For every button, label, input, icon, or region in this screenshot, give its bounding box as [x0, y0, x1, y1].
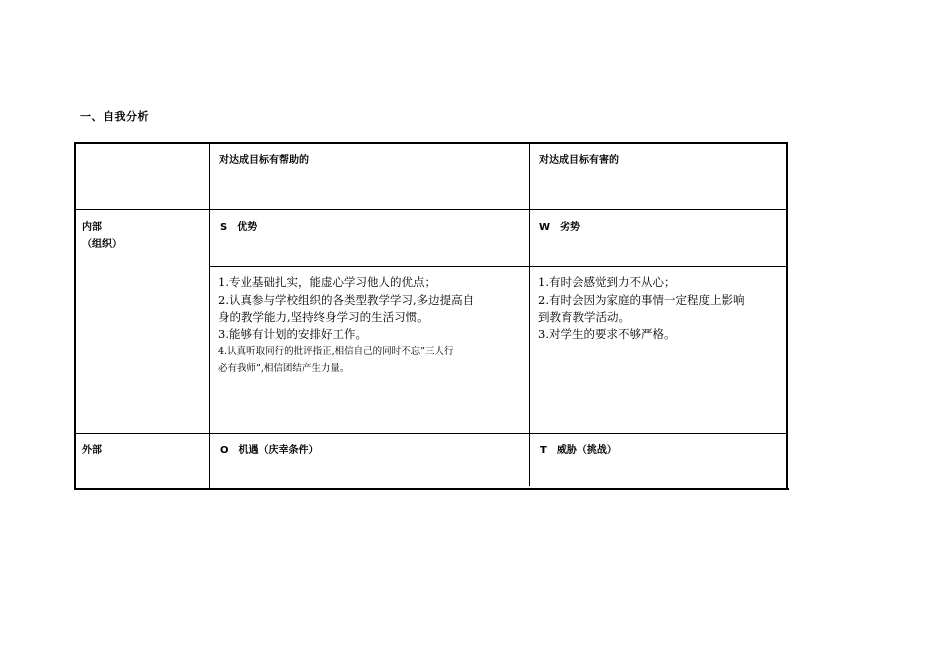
list-item: 3.能够有计划的安排好工作。 [218, 327, 367, 341]
list-item: 3.对学生的要求不够严格。 [538, 327, 676, 341]
strengths-title: S 优势 [220, 222, 258, 233]
row-divider-2 [209, 266, 787, 267]
header-helpful: 对达成目标有帮助的 [219, 155, 309, 166]
section-title: 一、自我分析 [80, 110, 149, 123]
internal-sublabel: （组织） [82, 239, 122, 250]
external-label: 外部 [82, 445, 102, 456]
table-border-top [74, 142, 788, 144]
row-divider-3 [75, 433, 787, 434]
opportunities-title: O 机遇（庆幸条件） [220, 445, 319, 456]
internal-label: 内部 [82, 222, 102, 233]
list-item: 1.有时会感觉到力不从心； [538, 275, 676, 289]
row-divider-1 [75, 209, 787, 210]
list-item: 身的教学能力,坚持终身学习的生活习惯。 [218, 310, 429, 324]
threats-title: T 威胁（挑战） [540, 445, 617, 456]
list-item: 1.专业基础扎实，能虚心学习他人的优点； [218, 275, 436, 289]
col-divider-1 [209, 143, 210, 490]
header-harmful: 对达成目标有害的 [539, 155, 619, 166]
list-item: 2.认真参与学校组织的各类型教学学习,多边提高自 [218, 293, 475, 307]
table-border-left [74, 142, 76, 490]
table-border-bottom-right [209, 488, 789, 490]
weaknesses-title: W 劣势 [539, 222, 581, 233]
table-border-bottom-left [74, 488, 210, 490]
list-item: 4.认真听取同行的批评指正,相信自己的同时不忘”三人行 [218, 346, 454, 357]
list-item: 到教育教学活动。 [538, 310, 630, 324]
table-border-right [786, 142, 788, 490]
col-divider-2 [529, 143, 530, 486]
list-item: 必有我师”,相信团结产生力量。 [218, 363, 350, 374]
list-item: 2.有时会因为家庭的事情一定程度上影响 [538, 293, 745, 307]
